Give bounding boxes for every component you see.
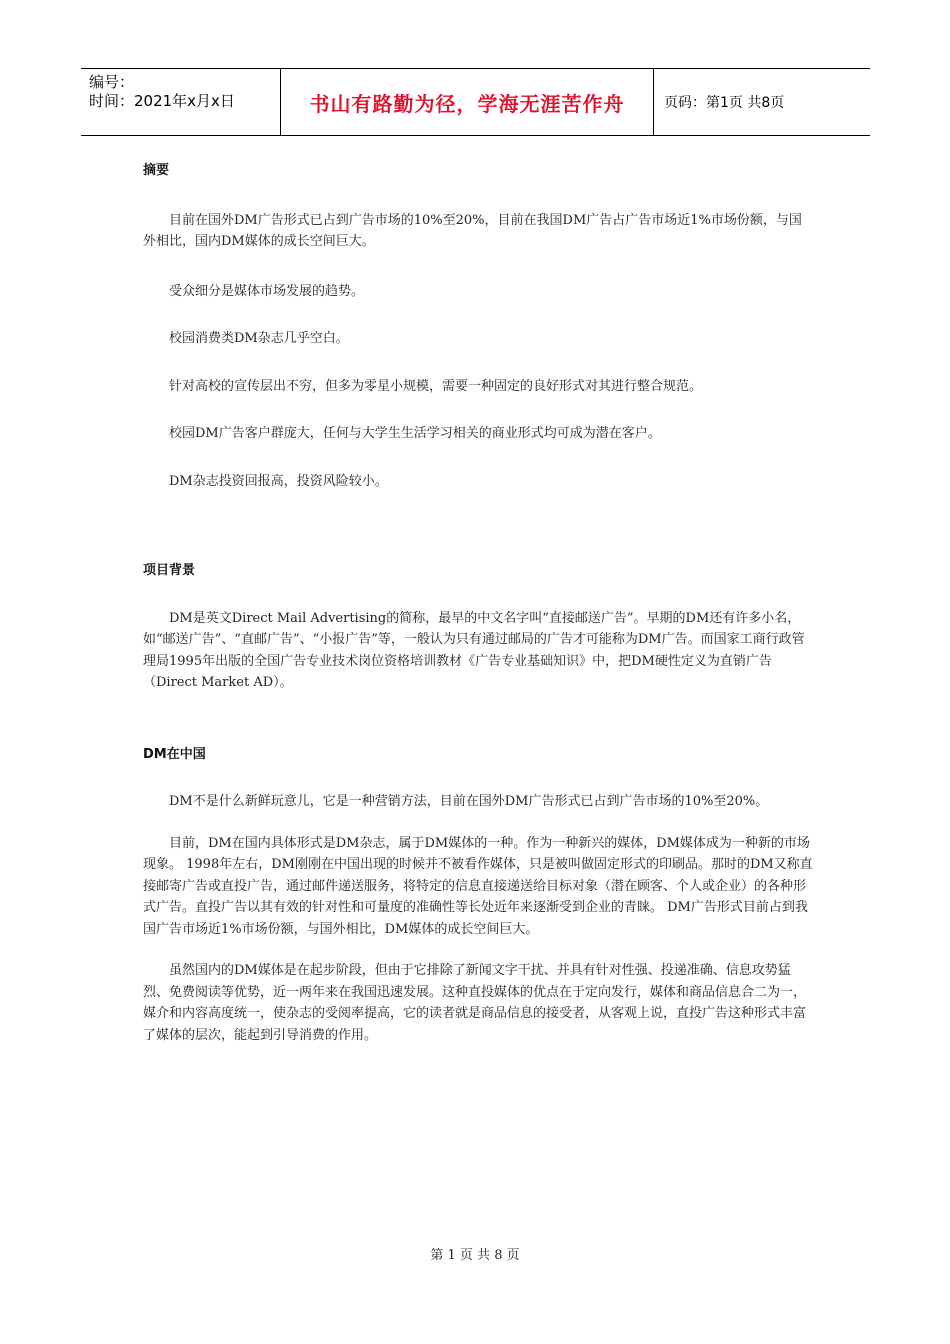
paragraph: DM是英文Direct Mail Advertising的简称，最早的中文名字叫“直接邮送广告”。早期的DM还有许多小名，如“邮送广告”、“直邮广告”、“小报广告”等，一般认为只有通过邮局的广告才可能称为DM广告。而国家工商行政管理局1995年出版的全国广告专业技术岗位资格培训教材《广告专业基础知识》中，把DM硬性定义为直销广告（Direct Market AD）。 <box>143 610 805 690</box>
section-title-summary: 摘要 <box>143 163 170 178</box>
paragraph: 受众细分是媒体市场发展的趋势。 <box>169 283 365 299</box>
document-body <box>143 160 813 1046</box>
document-time-label: 时间：2021年x月x日 <box>89 92 235 110</box>
section-title-china: DM在中国 <box>143 746 206 762</box>
paragraph: 目前，DM在国内具体形式是DM杂志，属于DM媒体的一种。作为一种新兴的媒体，DM媒体成为一种新的市场现象。 1998年左右，DM刚刚在中国出现的时候并不被看作媒体，只是被叫做固定形式的印刷品。那时的DM又称直接邮寄广告或直投广告，通过邮件递送服务，将特定的信息直接递送给目标对象（潜在顾客、个人或企业）的各种形式广告。直投广告以其有效的针对性和可量度的准确性等长处近年来逐渐受到企业的青睐。 DM广告形式目前占到我国广告市场近1%市场份额，与国外相比，DM媒体的成长空间巨大。 <box>143 835 813 937</box>
paragraph: 校园DM广告客户群庞大，任何与大学生生活学习相关的商业形式均可成为潜在客户。 <box>169 426 661 441</box>
header-page-info: 页码：第1页 共8页 <box>664 95 785 111</box>
document-number-label: 编号： <box>89 73 135 91</box>
paragraph: 校园消费类DM杂志几乎空白。 <box>169 331 349 346</box>
paragraph: 目前在国外DM广告形式已占到广告市场的10%至20%，目前在我国DM广告占广告市场近1%市场份额，与国外相比，国内DM媒体的成长空间巨大。 <box>143 212 802 249</box>
paragraph: DM杂志投资回报高，投资风险较小。 <box>169 473 388 489</box>
section-title-background: 项目背景 <box>143 563 196 578</box>
page-header <box>81 68 870 136</box>
paragraph: 针对高校的宣传层出不穷，但多为零星小规模，需要一种固定的良好形式对其进行整合规范。 <box>169 378 703 394</box>
paragraph: 虽然国内的DM媒体是在起步阶段，但由于它排除了新闻文字干扰、并具有针对性强、投递准确、信息攻势猛烈、免费阅读等优势，近一两年来在我国迅速发展。这种直投媒体的优点在于定向发行，媒体和商品信息合二为一，媒介和内容高度统一，使杂志的受阅率提高，它的读者就是商品信息的接受者，从客观上说，直投广告这种形式丰富了媒体的层次，能起到引导消费的作用。 <box>143 963 807 1043</box>
paragraph: DM不是什么新鲜玩意儿，它是一种营销方法，目前在国外DM广告形式已占到广告市场的10%至20%。 <box>169 794 769 809</box>
header-meta <box>81 69 281 135</box>
header-motto: 书山有路勤为径，学海无涯苦作舟 <box>281 69 654 135</box>
page-footer: 第 1 页 共 8 页 <box>430 1248 520 1263</box>
